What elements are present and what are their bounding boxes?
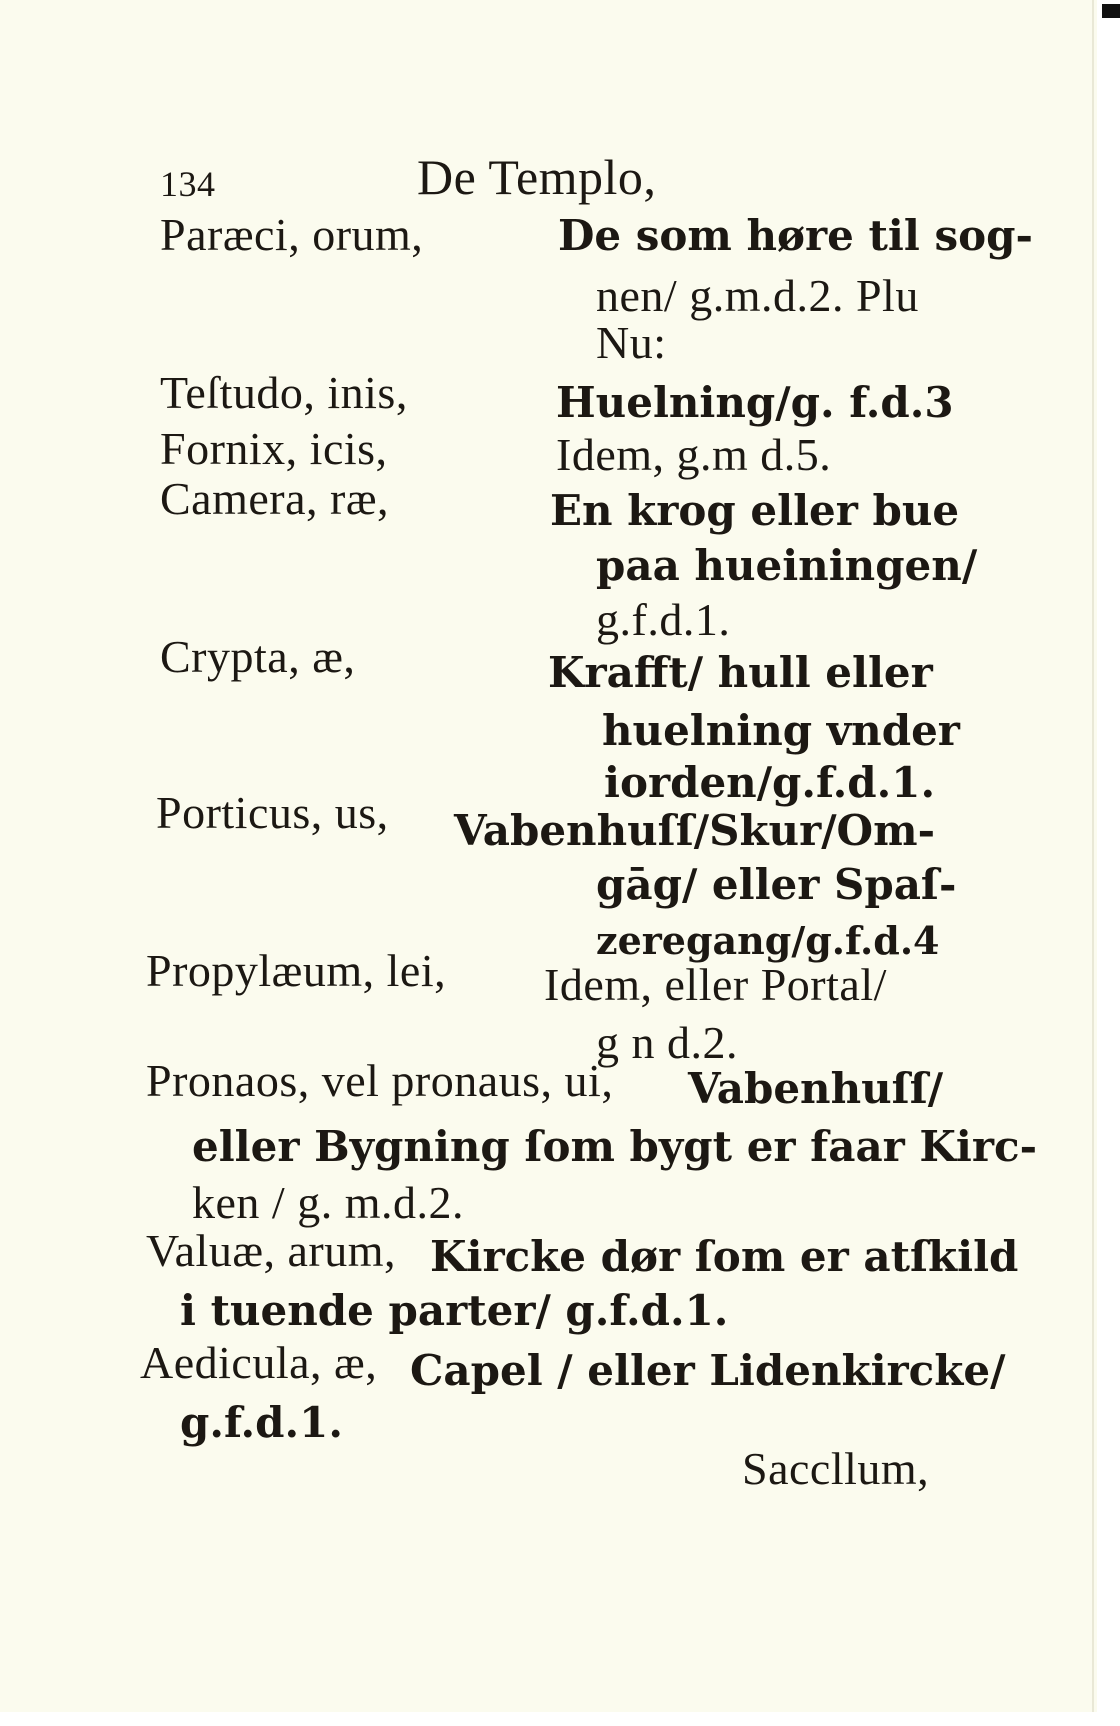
danish-gloss: g n d.2. <box>596 1017 738 1068</box>
running-head: De Templo, <box>417 149 657 205</box>
page-edge-shadow <box>1092 0 1094 1726</box>
latin-term: Valuæ, arum, <box>146 1225 397 1276</box>
latin-term: Propylæum, lei, <box>146 945 447 996</box>
danish-gloss: Krafft/ hull eller <box>548 648 933 697</box>
danish-gloss: Huelning/g. f.d.3 <box>556 378 954 427</box>
danish-gloss: Kircke dør ſom er atſkild <box>430 1232 1019 1281</box>
latin-term: Teſtudo, inis, <box>160 367 408 418</box>
danish-gloss: paa hueiningen/ <box>596 541 978 590</box>
latin-term: Aedicula, æ, <box>140 1337 378 1388</box>
danish-gloss: Idem, g.m d.5. <box>556 429 832 480</box>
scan-corner-mark <box>1102 4 1120 18</box>
danish-gloss: g.f.d.1. <box>180 1398 344 1447</box>
danish-gloss: Capel / eller Lidenkircke/ <box>410 1346 1006 1395</box>
right-margin <box>1097 0 1120 1726</box>
danish-gloss: zeregang/g.f.d.4 <box>596 918 940 963</box>
danish-gloss: i tuende parter/ g.f.d.1. <box>180 1286 729 1335</box>
danish-gloss: eller Bygning ſom bygt er faar Kirc- <box>192 1122 1038 1171</box>
danish-gloss: g.f.d.1. <box>596 594 731 645</box>
bottom-margin <box>0 1712 1097 1726</box>
danish-gloss: huelning vnder <box>602 706 960 755</box>
danish-gloss: ken / g. m.d.2. <box>192 1177 464 1228</box>
latin-term: Crypta, æ, <box>160 631 356 682</box>
danish-gloss: Vabenhuſſ/Skur/Om- <box>454 806 936 855</box>
latin-term: Porticus, us, <box>156 787 389 838</box>
danish-gloss: Vabenhuſſ/ <box>688 1064 944 1113</box>
page-number: 134 <box>160 164 216 204</box>
latin-term: Camera, ræ, <box>160 473 390 524</box>
danish-gloss: nen/ g.m.d.2. Plu <box>596 270 919 321</box>
danish-gloss: gāg/ eller Spaſ- <box>596 860 957 909</box>
danish-gloss: iorden/g.f.d.1. <box>604 758 936 807</box>
latin-term: Fornix, icis, <box>160 423 388 474</box>
catchword: Saccllum, <box>742 1443 930 1494</box>
latin-term: Paræci, orum, <box>160 209 424 260</box>
danish-gloss: Nu: <box>596 317 667 368</box>
danish-gloss: Idem, eller Portal/ <box>544 959 887 1010</box>
danish-gloss: De som høre til sog- <box>558 211 1033 260</box>
danish-gloss: En krog eller bue <box>550 486 960 535</box>
latin-term: Pronaos, vel pronaus, ui, <box>146 1055 614 1106</box>
